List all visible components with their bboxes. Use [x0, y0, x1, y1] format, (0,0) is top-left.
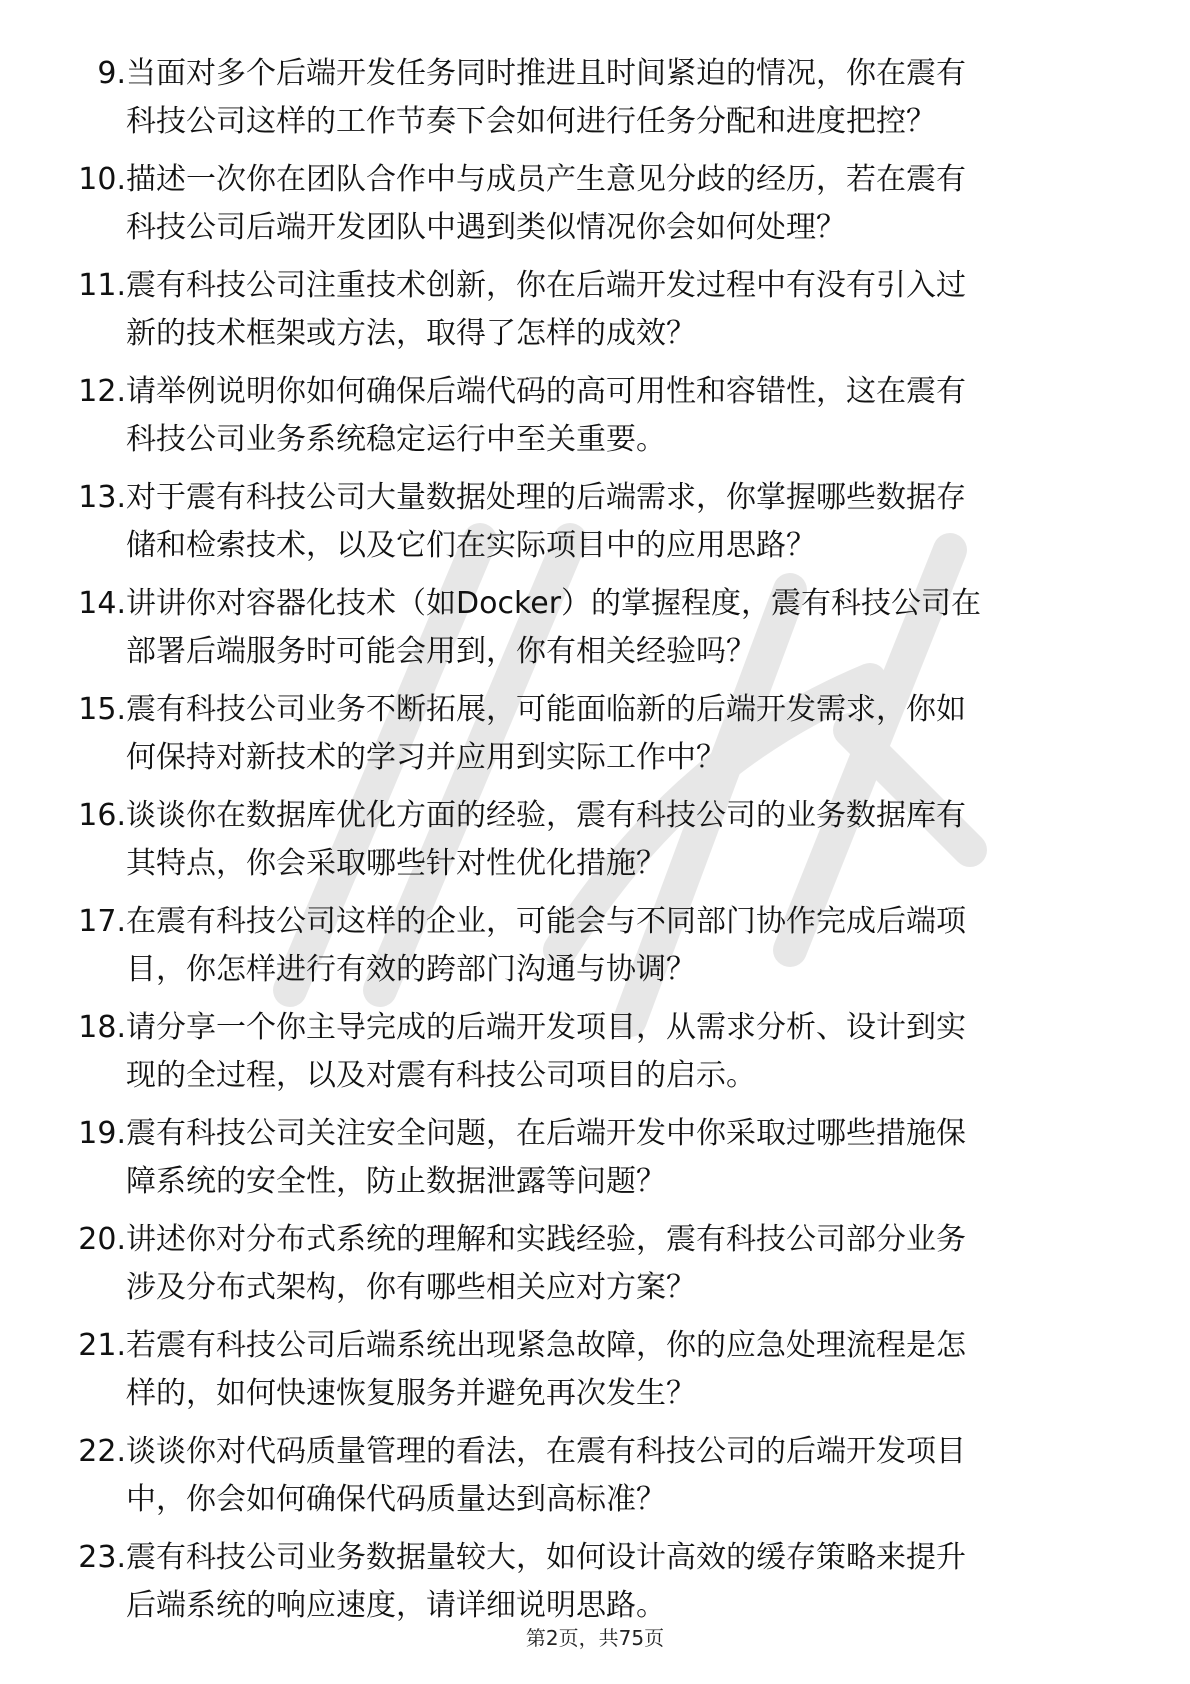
question-text: 震有科技公司注重技术创新，你在后端开发过程中有没有引入过 新的技术框架或方法，取得了怎样的成效？	[126, 268, 966, 351]
question-number: 22.	[78, 1434, 126, 1469]
question-text: 请分享一个你主导完成的后端开发项目，从需求分析、设计到实 现的全过程，以及对震有科技公司项目的启示。	[126, 1010, 966, 1093]
list-item	[0, 580, 1190, 686]
question-text: 当面对多个后端开发任务同时推进且时间紧迫的情况，你在震有 科技公司这样的工作节奏下会如何进行任务分配和进度把控？	[126, 56, 966, 139]
list-item	[0, 474, 1190, 580]
question-text: 请举例说明你如何确保后端代码的高可用性和容错性，这在震有 科技公司业务系统稳定运行中至关重要。	[126, 374, 966, 457]
question-number: 19.	[78, 1116, 126, 1151]
question-number: 14.	[78, 586, 126, 621]
list-item	[0, 1216, 1190, 1322]
question-text: 震有科技公司关注安全问题，在后端开发中你采取过哪些措施保 障系统的安全性，防止数据泄露等问题？	[126, 1116, 966, 1199]
question-number: 12.	[78, 374, 126, 409]
page-number-footer: 第2页，共75页	[525, 1626, 665, 1650]
question-text: 描述一次你在团队合作中与成员产生意见分歧的经历，若在震有 科技公司后端开发团队中遇到类似情况你会如何处理？	[126, 162, 966, 245]
list-item	[0, 898, 1190, 1004]
question-text: 震有科技公司业务数据量较大，如何设计高效的缓存策略来提升 后端系统的响应速度，请详细说明思路。	[126, 1540, 966, 1623]
question-text: 讲讲你对容器化技术（如Docker）的掌握程度，震有科技公司在 部署后端服务时可能会用到，你有相关经验吗？	[126, 586, 982, 669]
question-number: 21.	[78, 1328, 126, 1363]
question-number: 16.	[78, 798, 126, 833]
question-number: 9.	[97, 56, 126, 91]
question-text: 谈谈你在数据库优化方面的经验，震有科技公司的业务数据库有 其特点，你会采取哪些针对性优化措施？	[126, 798, 966, 881]
question-list	[0, 50, 1190, 1640]
list-item	[0, 1428, 1190, 1534]
list-item	[0, 368, 1190, 474]
question-number: 13.	[78, 480, 126, 515]
question-text: 对于震有科技公司大量数据处理的后端需求，你掌握哪些数据存 储和检索技术，以及它们在实际项目中的应用思路？	[126, 480, 966, 563]
list-item	[0, 262, 1190, 368]
question-number: 17.	[78, 904, 126, 939]
question-text: 讲述你对分布式系统的理解和实践经验，震有科技公司部分业务 涉及分布式架构，你有哪些相关应对方案？	[126, 1222, 966, 1305]
question-number: 20.	[78, 1222, 126, 1257]
list-item	[0, 1004, 1190, 1110]
question-number: 15.	[78, 692, 126, 727]
question-number: 11.	[78, 268, 126, 303]
question-text: 在震有科技公司这样的企业，可能会与不同部门协作完成后端项 目，你怎样进行有效的跨部门沟通与协调？	[126, 904, 966, 987]
question-text: 震有科技公司业务不断拓展，可能面临新的后端开发需求，你如 何保持对新技术的学习并应用到实际工作中？	[126, 692, 966, 775]
question-text: 谈谈你对代码质量管理的看法，在震有科技公司的后端开发项目 中，你会如何确保代码质量达到高标准？	[126, 1434, 966, 1517]
question-number: 23.	[78, 1540, 126, 1575]
list-item	[0, 1110, 1190, 1216]
list-item	[0, 1322, 1190, 1428]
list-item	[0, 156, 1190, 262]
question-text: 若震有科技公司后端系统出现紧急故障，你的应急处理流程是怎 样的，如何快速恢复服务并避免再次发生？	[126, 1328, 966, 1411]
question-number: 18.	[78, 1010, 126, 1045]
list-item	[0, 686, 1190, 792]
question-number: 10.	[78, 162, 126, 197]
list-item	[0, 50, 1190, 156]
list-item	[0, 792, 1190, 898]
